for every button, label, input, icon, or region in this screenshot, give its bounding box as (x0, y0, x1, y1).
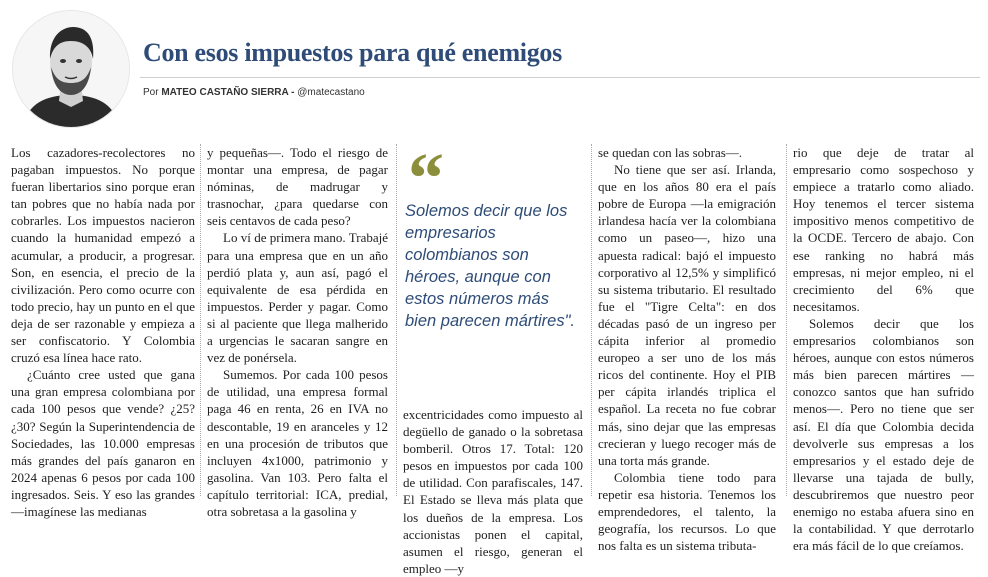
quote-mark-icon: “ (408, 138, 444, 218)
article-column-1 (11, 144, 195, 520)
pull-quote: Solemos decir que los empresarios colombianos son héroes, aunque con estos números más bien parecen mártires". (405, 202, 576, 330)
author-handle[interactable]: @matecastano (297, 87, 365, 98)
paragraph: Los cazadores-recolectores no pagaban impuestos. No porque fueran libertarios sino porque eran tan pobres que no había nada por cobrarles. Los impuestos nacieron cuando la humanidad empezó a acumular, a producir, a progresar. Son, en esencia, el precio de la civilización. Pero como ocurre con todo precio, hay un punto en el que deja de ser razonable y empieza a ser confiscatorio. Y Colombia cruzó esa línea hace rato. (11, 145, 195, 366)
author-portrait-illustration (13, 11, 129, 127)
article-column-4 (598, 144, 776, 554)
article-column-3 (403, 406, 583, 577)
paragraph: Lo ví de primera mano. Trabajé para una empresa que en un año perdió plata y, aun así, pagó el equivalente de esa pérdida en impuestos. Perder y pagar. Como si al paciente que llega malherido a urgencias le sacaran sangre en vez de ponérsela. (207, 230, 388, 366)
column-divider (396, 144, 397, 496)
byline-prefix: Por (143, 87, 162, 98)
paragraph: Solemos decir que los empresarios colombianos son héroes, aunque con estos números más bien parecen mártires —conozco santos que han sufrido menos—. Pero no tiene que ser así. El día que Colombia decida devolverle sus empresas a los empresarios y el estado deje de llevarse una tajada de bully, descubriremos que nuestro peor enemigo no estaba afuera sino en la contabilidad. Y que derrotarlo era más fácil de lo que creíamos. (793, 315, 974, 554)
article-title: Con esos impuestos para qué enemigos (143, 38, 562, 67)
paragraph: Colombia tiene todo para repetir esa historia. Tenemos los emprendedores, el talento, la geografía, los recursos. Lo que nos falta es un sistema tributa- (598, 469, 776, 554)
author-name: MATEO CASTAÑO SIERRA (161, 87, 289, 98)
column-divider (200, 144, 201, 496)
column-divider (591, 144, 592, 496)
paragraph: ¿Cuánto cree usted que gana una gran empresa colombiana por cada 100 pesos que vende? ¿25? ¿30? Según la Superintendencia de Sociedades, las 10.000 empresas más grandes del país ganaron en 2024 apenas 6 pesos por cada 100 ingresados. Seis. Y eso las grandes —imagínese las medianas (11, 367, 195, 519)
paragraph: No tiene que ser así. Irlanda, que en los años 80 era el país pobre de Europa —la emigración irlandesa hacía ver la colombiana como un paseo—, hizo una apuesta radical: bajó el impuesto corporativo al 12,5% y simplificó su sistema tributario. El resultado fue el "Tigre Celta": en dos décadas pasó de un ingreso per cápita inferior al promedio europeo a ser uno de los más ricos del continente. Hoy el PIB per cápita irlandés triplica el español. La receta no fue cobrar más, sino dejar que las empresas crecieran y luego recoger más de una torta más grande. (598, 162, 776, 468)
byline-separator: - (288, 87, 298, 98)
column-divider (786, 144, 787, 496)
paragraph: Sumemos. Por cada 100 pesos de utilidad, una empresa formal paga 46 en renta, 26 en IVA no descontable, 19 en aranceles y 12 en una procesión de tributos que incluyen 4x1000, patrimonio y gasolina. Van 103. Pero falta el capítulo territorial: ICA, predial, otra sobretasa a la gasolina y (207, 367, 388, 519)
paragraph: rio que deje de tratar al empresario como sospechoso y empiece a tratarlo como aliado. Hoy tenemos el tercer sistema impositivo menos competitivo de la OCDE. Tercero de abajo. Con ese ranking no habrá más empresas, ni mejor empleo, ni el crecimiento del 6% que necesitamos. (793, 145, 974, 314)
paragraph: excentricidades como impuesto al degüello de ganado o la sobretasa bomberil. Otros 17. Total: 120 pesos en impuestos por cada 100 de utilidad. Con parafiscales, 147. El Estado se lleva más plata que los dueños de la empresa. Los accionistas ponen el capital, asumen el riesgo, generan el empleo —y (403, 407, 583, 576)
byline (143, 87, 365, 98)
paragraph: se quedan con las sobras—. (598, 145, 743, 160)
author-portrait (12, 10, 130, 128)
article-column-2 (207, 144, 388, 520)
header-divider (140, 77, 980, 78)
paragraph: y pequeñas—. Todo el riesgo de montar una empresa, de pagar nóminas, de madrugar y trasnochar, ¿para quedarse con seis centavos de cada peso? (207, 145, 388, 229)
article-column-5 (793, 144, 974, 554)
